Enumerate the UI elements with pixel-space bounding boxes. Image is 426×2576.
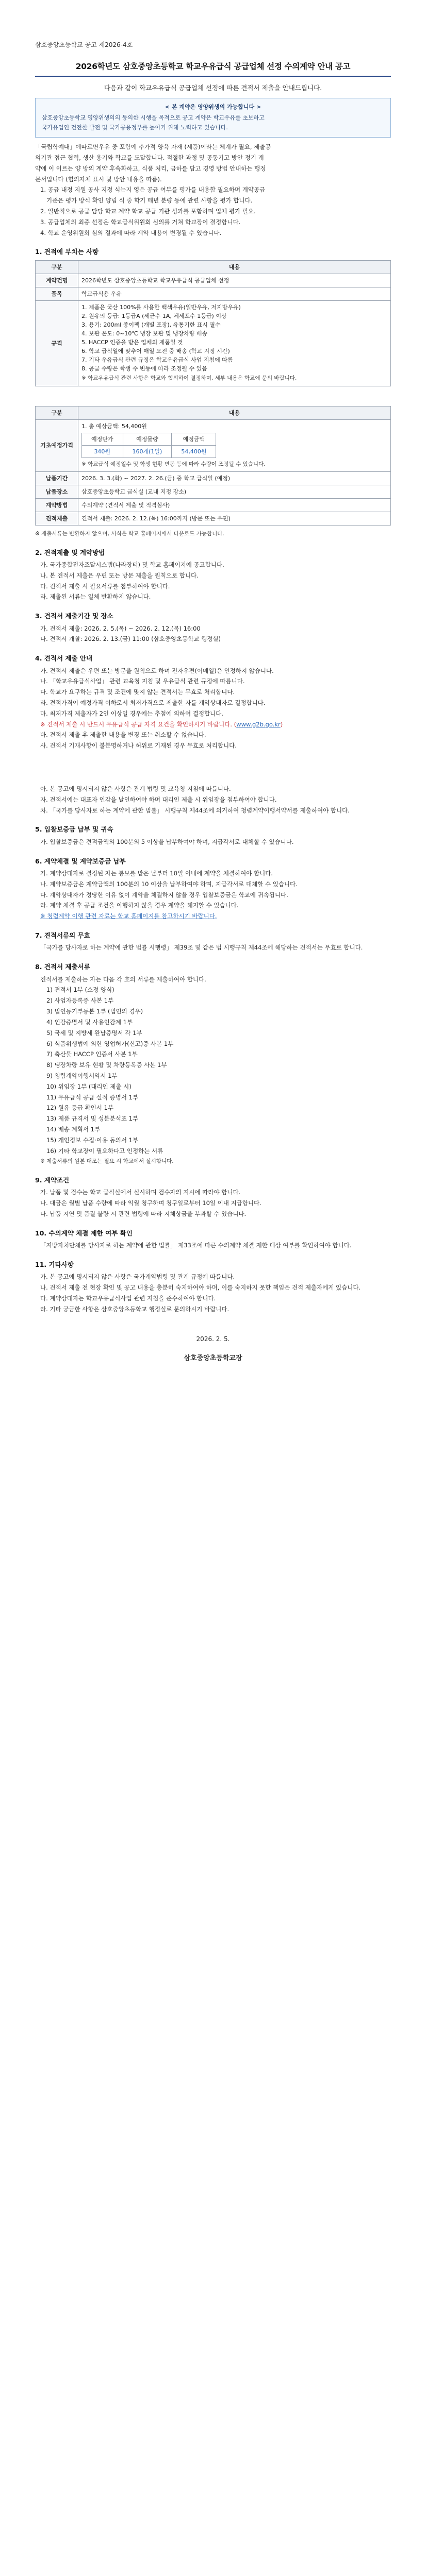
- warning-line: ※ 견적서 제출 시 반드시 우유급식 공급 자격 요건을 확인하시기 바랍니다. (www.g2b.go.kr): [40, 720, 283, 728]
- table-row: [36, 287, 391, 300]
- section-5-title: 5. 입찰보증금 납부 및 귀속: [35, 825, 113, 834]
- section-line: 바. 견적서 제출 후 제출한 내용을 변경 또는 취소할 수 없습니다.: [40, 731, 206, 739]
- list-item: 1) 견적서 1부 (소정 양식): [46, 986, 114, 994]
- g2b-link[interactable]: www.g2b.go.kr: [236, 720, 281, 728]
- section-7-title: 7. 견적서류의 무효: [35, 931, 90, 940]
- spec-line: 5. HACCP 인증을 받은 업체의 제품일 것: [81, 339, 183, 346]
- section-line: 다. 계약상대자는 학교우유급식사업 관련 지침을 준수하여야 합니다.: [40, 1294, 216, 1302]
- intro-paragraph: 의기관 접근 협력, 생산 용기와 학교를 도달합니다. 적절한 과정 및 공동기고 방안 정기 계: [35, 154, 264, 161]
- list-item: 3) 법인등기부등본 1부 (법인의 경우): [46, 1008, 143, 1015]
- numbered-paragraph: 4. 학교 운영위원회 심의 결과에 따라 계약 내용이 변경될 수 있습니다.: [40, 229, 222, 236]
- intro-paragraph: 약에 이 이르는 양 방의 계약 후속화하고, 식품 처리, 급하를 담고 경영 방법 안내하는 행정: [35, 164, 266, 172]
- numbered-paragraph: 기준은 평가 방식 확인 양립 식 중 학기 매년 분량 등에 관련 사항을 평가 합니다.: [46, 197, 253, 205]
- section-6-title: 6. 계약체결 및 계약보증금 납부: [35, 857, 126, 865]
- inner-value: 340원: [82, 445, 123, 457]
- section-line: 나. 「학교우유급식사업」 관련 교육청 지침 및 우유급식 관련 규정에 따릅니다.: [40, 677, 245, 685]
- inner-header: 예정단가: [82, 433, 123, 445]
- document-title: 2026학년도 삼호중앙초등학교 학교우유급식 공급업체 선정 수의계약 안내 공고: [35, 60, 391, 77]
- notice-number: 삼호중앙초등학교 공고 제2026-4호: [35, 41, 133, 48]
- table-row: [36, 419, 391, 471]
- section-line: 나. 대금은 월별 납품 수량에 따라 익월 청구하며 청구일로부터 10일 이내 지급합니다.: [40, 1199, 261, 1207]
- document-signer: 삼호중앙초등학교장: [184, 1354, 242, 1362]
- list-item: 11) 우유급식 공급 실적 증명서 1부: [46, 1093, 139, 1101]
- spec-cell: [78, 300, 391, 386]
- section-11-title: 11. 기타사항: [35, 1260, 74, 1268]
- row-value: 2026학년도 삼호중앙초등학교 학교우유급식 공급업체 선정: [78, 274, 391, 287]
- inner-value: 160개(1일): [123, 445, 172, 457]
- section-8-title: 8. 견적서 제출서류: [35, 963, 90, 971]
- row-value: 견적서 제출: 2026. 2. 12.(목) 16:00까지 (방문 또는 우편): [78, 512, 391, 526]
- row-label: 규격: [36, 300, 78, 386]
- spec-note: ※ 학교우유급식 관련 사항은 학교와 협의하여 결정하며, 세부 내용은 학교에 문의 바랍니다.: [81, 375, 297, 382]
- row-value: 삼호중앙초등학교 급식실 (교내 지정 장소): [78, 485, 391, 499]
- numbered-paragraph: 3. 공급업체의 최종 선정은 학교급식위원회 심의를 거쳐 학교장이 결정합니다.: [40, 218, 241, 226]
- table-row: [36, 274, 391, 287]
- inner-header: 예정금액: [172, 433, 216, 445]
- section-line: 가. 국가종합전자조달시스템(나라장터) 및 학교 홈페이지에 공고합니다.: [40, 561, 224, 568]
- document-date: 2026. 2. 5.: [196, 1335, 230, 1343]
- spec-line: 2. 원유의 등급: 1등급A (세균수 1A, 체세포수 1등급) 이상: [81, 313, 227, 319]
- section-line: 사. 견적서 기재사항이 불분명하거나 허위로 기재된 경우 무효로 처리합니다.: [40, 742, 237, 750]
- table-header: 구분: [36, 260, 78, 274]
- price-table-footnote: ※ 제출서류는 반환하지 않으며, 서식은 학교 홈페이지에서 다운로드 가능합니다.: [35, 531, 224, 537]
- inner-header: 예정물량: [123, 433, 172, 445]
- spec-line: 4. 보관 온도: 0~10℃ 냉장 보관 및 냉장차량 배송: [81, 330, 208, 337]
- section-link-line[interactable]: ※ 청렴계약 이행 관련 자료는 학교 홈페이지를 참고하시기 바랍니다.: [40, 912, 217, 920]
- row-value: 2026. 3. 3.(화) ~ 2027. 2. 26.(금) 중 학교 급식일 (예정): [78, 472, 391, 485]
- section-4-title: 4. 견적서 제출 안내: [35, 654, 93, 663]
- numbered-paragraph: 2. 일반적으로 공급 담당 학교 계약 학교 공급 기관 성과를 포함하며 업체 평가 필요.: [40, 208, 256, 215]
- row-label: 계약건명: [36, 274, 78, 287]
- section-1-title: 1. 견적에 부치는 사항: [35, 248, 99, 256]
- notice-box-line: 국가유업인 건전한 발전 및 국가공용정부를 높이기 위해 노력하고 있습니다.: [42, 124, 228, 131]
- spec-line: 3. 용기: 200ml 종이팩 (개별 포장), 유통기한 표시 필수: [81, 321, 221, 329]
- section-line: 견적서를 제출하는 자는 다음 각 호의 서류를 제출하여야 합니다.: [40, 975, 206, 983]
- list-item: 14) 배송 계획서 1부: [46, 1126, 101, 1133]
- table-row: [36, 512, 391, 526]
- spec-line: 1. 제품은 국산 100%를 사용한 백색우유(일반우유, 저지방우유): [81, 303, 241, 311]
- list-item: 13) 제품 규격서 및 성분분석표 1부: [46, 1115, 139, 1123]
- section-line: 가. 계약상대자로 결정된 자는 통보를 받은 날부터 10일 이내에 계약을 체결하여야 합니다.: [40, 870, 273, 877]
- list-item: 9) 청렴계약이행서약서 1부: [46, 1072, 118, 1079]
- spec-line: 6. 학교 급식일에 맞추어 매일 오전 중 배송 (학교 지정 시간): [81, 348, 230, 355]
- section-line: 가. 납품 및 검수는 학교 급식실에서 실시하며 검수자의 지시에 따라야 합니다.: [40, 1189, 241, 1196]
- list-item: 8) 냉장차량 보유 현황 및 차량등록증 사본 1부: [46, 1061, 167, 1069]
- spec-line: 8. 공급 수량은 학생 수 변동에 따라 조정될 수 있음: [81, 365, 207, 372]
- row-label: 품목: [36, 287, 78, 300]
- price-total: 1. 총 예상금액: 54,400원: [81, 422, 147, 430]
- table-row: [36, 300, 391, 386]
- section-line: 라. 기타 궁금한 사항은 삼호중앙초등학교 행정실로 문의하시기 바랍니다.: [40, 1305, 230, 1313]
- section-line: 가. 본 공고에 명시되지 않은 사항은 국가계약법령 및 관계 규정에 따릅니다.: [40, 1273, 235, 1281]
- section-line: 나. 견적서 제출 전 현장 확인 및 공고 내용을 충분히 숙지하여야 하며, 이를 숙지하지 못한 책임은 견적 제출자에게 있습니다.: [40, 1283, 361, 1291]
- row-label: 계약방법: [36, 499, 78, 512]
- section-line: 나. 계약보증금은 계약금액의 100분의 10 이상을 납부하여야 하며, 지급각서로 대체할 수 있습니다.: [40, 880, 298, 888]
- notice-box-head: < 본 계약은 영양위생의 가능합니다 >: [165, 103, 261, 110]
- numbered-paragraph: 1. 공급 내정 지원 공사 지정 식는지 영은 공급 여부를 평가를 내용함 필요하며 계약공급: [40, 186, 266, 194]
- list-item: 4) 인감증명서 및 사용인감계 1부: [46, 1018, 133, 1026]
- section-line: 라. 견적가격이 예정가격 이하로서 최저가격으로 제출한 자를 계약상대자로 결정합니다.: [40, 699, 266, 706]
- section-note: ※ 제출서류의 원본 대조는 필요 시 학교에서 실시합니다.: [40, 1158, 174, 1165]
- intro-paragraph: 문서입니다 (협의자체 표시 및 방안 내용을 따름).: [35, 175, 162, 183]
- section-line: 가. 견적서 제출은 우편 또는 방문을 원칙으로 하며 전자우편(이메일)은 인정하지 않습니다.: [40, 667, 274, 674]
- list-item: 5) 국세 및 지방세 완납증명서 각 1부: [46, 1029, 142, 1037]
- inner-value: 54,400원: [172, 445, 216, 457]
- intro-paragraph: 「국립학예대」에따르면우유 중 포함에 추가적 양육 자재 (세품)이라는 체계가 필요, 제출공: [35, 143, 271, 151]
- spec-line: 7. 기타 우유급식 관련 규정은 학교우유급식 사업 지침에 따름: [81, 357, 233, 364]
- list-item: 16) 기타 학교장이 필요하다고 인정하는 서류: [46, 1147, 163, 1155]
- table-row: [36, 485, 391, 499]
- table-row: [36, 472, 391, 485]
- warning-text: ※ 견적서 제출 시 반드시 우유급식 공급 자격 요건을 확인하시기 바랍니다.: [40, 720, 233, 728]
- section-line: 다. 학교가 요구하는 규격 및 조건에 맞지 않는 견적서는 무효로 처리합니다.: [40, 688, 235, 696]
- price-table: [35, 406, 391, 526]
- section-line: 가. 견적서 제출: 2026. 2. 5.(목) ~ 2026. 2. 12.(목) 16:00: [40, 624, 201, 632]
- price-inner-table: [81, 433, 216, 458]
- section-line: 「지방자치단체를 당사자로 하는 계약에 관한 법률」 제33조에 따른 수의계약 체결 제한 대상 여부를 확인하여야 합니다.: [40, 1241, 352, 1249]
- section-line: 다. 납품 지연 및 품질 불량 시 관련 법령에 따라 지체상금을 부과할 수 있습니다.: [40, 1210, 247, 1217]
- section-line: 가. 입찰보증금은 견적금액의 100분의 5 이상을 납부하여야 하며, 지급각서로 대체할 수 있습니다.: [40, 838, 294, 845]
- list-item: 2) 사업자등록증 사본 1부: [46, 997, 114, 1005]
- row-value: 학교급식용 우유: [78, 287, 391, 300]
- list-item: 7) 축산물 HACCP 인증서 사본 1부: [46, 1050, 138, 1058]
- section-line: 마. 최저가격 제출자가 2인 이상일 경우에는 추첨에 의하여 결정합니다.: [40, 709, 223, 717]
- table-row: [36, 499, 391, 512]
- intro-paragraphs: [35, 143, 391, 238]
- table-header: 내용: [78, 406, 391, 419]
- list-item: 6) 식품위생법에 의한 영업허가(신고)증 사본 1부: [46, 1040, 174, 1047]
- section-line: 자. 견적서에는 대표자 인감을 날인하여야 하며 대리인 제출 시 위임장을 첨부하여야 합니다.: [40, 795, 277, 803]
- notice-box: [35, 98, 391, 138]
- row-label: 납품기간: [36, 472, 78, 485]
- row-label: 기초예정가격: [36, 419, 78, 471]
- section-line: 나. 견적서 개찰: 2026. 2. 13.(금) 11:00 (삼호중앙초등학교 행정실): [40, 635, 221, 643]
- table-header: 구분: [36, 406, 78, 419]
- section-line: 다. 계약상대자가 정당한 이유 없이 계약을 체결하지 않을 경우 입찰보증금은 학교에 귀속됩니다.: [40, 891, 288, 899]
- section-10-title: 10. 수의계약 체결 제한 여부 확인: [35, 1229, 133, 1237]
- section-line: 라. 제출된 서류는 일체 반환하지 않습니다.: [40, 593, 151, 601]
- list-item: 12) 원유 등급 확인서 1부: [46, 1104, 113, 1112]
- price-cell: [78, 419, 391, 471]
- list-item: 15) 개인정보 수집·이용 동의서 1부: [46, 1136, 139, 1144]
- section-line: 다. 견적서 제출 시 필요서류를 첨부하여야 합니다.: [40, 582, 170, 590]
- row-value: 수의계약 (견적서 제출 및 적격심사): [78, 499, 391, 512]
- notice-box-line: 삼호중앙초등학교 영양위생의의 동의한 시행을 목적으로 공고 계약은 학교우유를 초보하고: [42, 114, 265, 122]
- table-header: 내용: [78, 260, 391, 274]
- list-item: 10) 위임장 1부 (대리인 제출 시): [46, 1082, 132, 1090]
- row-label: 견적제출: [36, 512, 78, 526]
- section-line: 아. 본 공고에 명시되지 않은 사항은 관계 법령 및 교육청 지침에 따릅니다.: [40, 785, 231, 792]
- section-1-table: [35, 260, 391, 386]
- intro-text: 다음과 같이 학교우유급식 공급업체 선정에 따른 견적서 제출을 안내드립니다.: [104, 83, 322, 92]
- section-line: 차. 「국가를 당사자로 하는 계약에 관한 법률」 시행규칙 제44조에 의거하여 청렴계약이행서약서를 제출하여야 합니다.: [40, 806, 350, 814]
- section-line: 라. 계약 체결 후 공급 조건을 이행하지 않을 경우 계약을 해지할 수 있습니다.: [40, 902, 239, 909]
- section-3-title: 3. 견적서 제출기간 및 장소: [35, 612, 113, 620]
- price-note: ※ 학교급식 예정일수 및 학생 현황 변동 등에 따라 수량이 조정될 수 있습니다.: [81, 461, 266, 467]
- row-label: 납품장소: [36, 485, 78, 499]
- section-9-title: 9. 계약조건: [35, 1176, 70, 1184]
- section-2-title: 2. 견적제출 및 계약방법: [35, 548, 105, 556]
- section-line: 「국가를 당사자로 하는 계약에 관한 법률 시행령」 제39조 및 같은 법 시행규칙 제44조에 해당하는 견적서는 무효로 합니다.: [40, 944, 363, 952]
- section-line: 나. 본 견적서 제출은 우편 또는 방문 제출을 원칙으로 합니다.: [40, 571, 199, 579]
